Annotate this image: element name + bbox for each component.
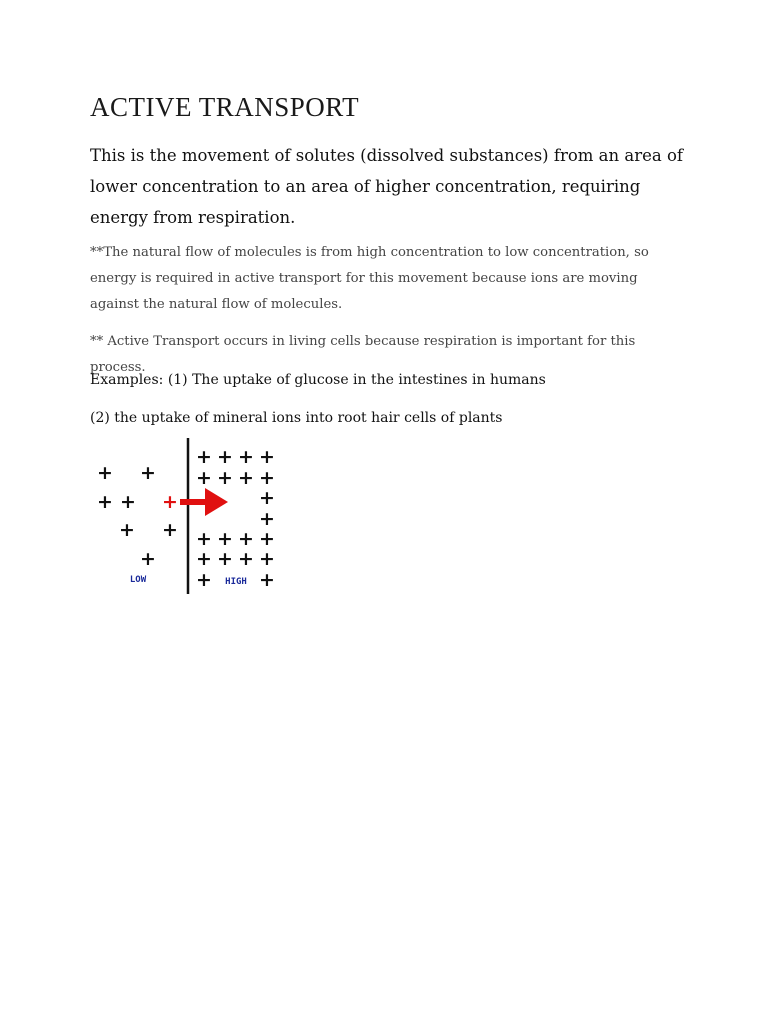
ion-plus: + <box>120 491 136 513</box>
ion-plus: + <box>217 446 233 468</box>
ion-plus: + <box>196 446 212 468</box>
high-label: HIGH <box>225 577 247 587</box>
ion-plus: + <box>196 569 212 591</box>
active-transport-diagram <box>90 436 290 596</box>
ion-plus: + <box>259 569 275 591</box>
diagram-svg <box>90 436 290 596</box>
ion-plus: + <box>140 548 156 570</box>
ion-plus: + <box>97 462 113 484</box>
note-living-cells: ** Active Transport occurs in living cells because respiration is important for this process. <box>90 334 636 375</box>
ion-plus: + <box>217 528 233 550</box>
page-title: ACTIVE TRANSPORT <box>90 92 360 122</box>
definition-paragraph: This is the movement of solutes (dissolved substances) from an area of lower concentration to an area of higher concentration, requiring energy from respiration. <box>90 146 683 227</box>
ion-plus: + <box>140 462 156 484</box>
ion-plus: + <box>196 548 212 570</box>
ion-plus: + <box>259 467 275 489</box>
ion-plus: + <box>238 548 254 570</box>
ion-plus: + <box>217 467 233 489</box>
moving-ion-plus: + <box>162 491 178 513</box>
example-glucose: Examples: (1) The uptake of glucose in the intestines in humans <box>90 372 546 388</box>
ion-plus: + <box>238 467 254 489</box>
note-natural-flow: **The natural flow of molecules is from high concentration to low concentration, so energy is required in active transport for this movement because ions are moving against the natural flow of molecules. <box>90 245 649 312</box>
low-side-ions <box>97 462 178 570</box>
ion-plus: + <box>259 446 275 468</box>
ion-plus: + <box>97 491 113 513</box>
ion-plus: + <box>217 548 233 570</box>
ion-plus: + <box>119 519 135 541</box>
low-label: LOW <box>129 575 147 585</box>
ion-plus: + <box>259 548 275 570</box>
ion-plus: + <box>162 519 178 541</box>
example-mineral-ions: (2) the uptake of mineral ions into root hair cells of plants <box>90 410 503 426</box>
high-side-ions <box>196 446 275 591</box>
ion-plus: + <box>238 446 254 468</box>
ion-plus: + <box>196 528 212 550</box>
ion-plus: + <box>238 528 254 550</box>
ion-plus: + <box>259 487 275 509</box>
ion-plus: + <box>196 467 212 489</box>
ion-plus: + <box>259 508 275 530</box>
ion-plus: + <box>259 528 275 550</box>
